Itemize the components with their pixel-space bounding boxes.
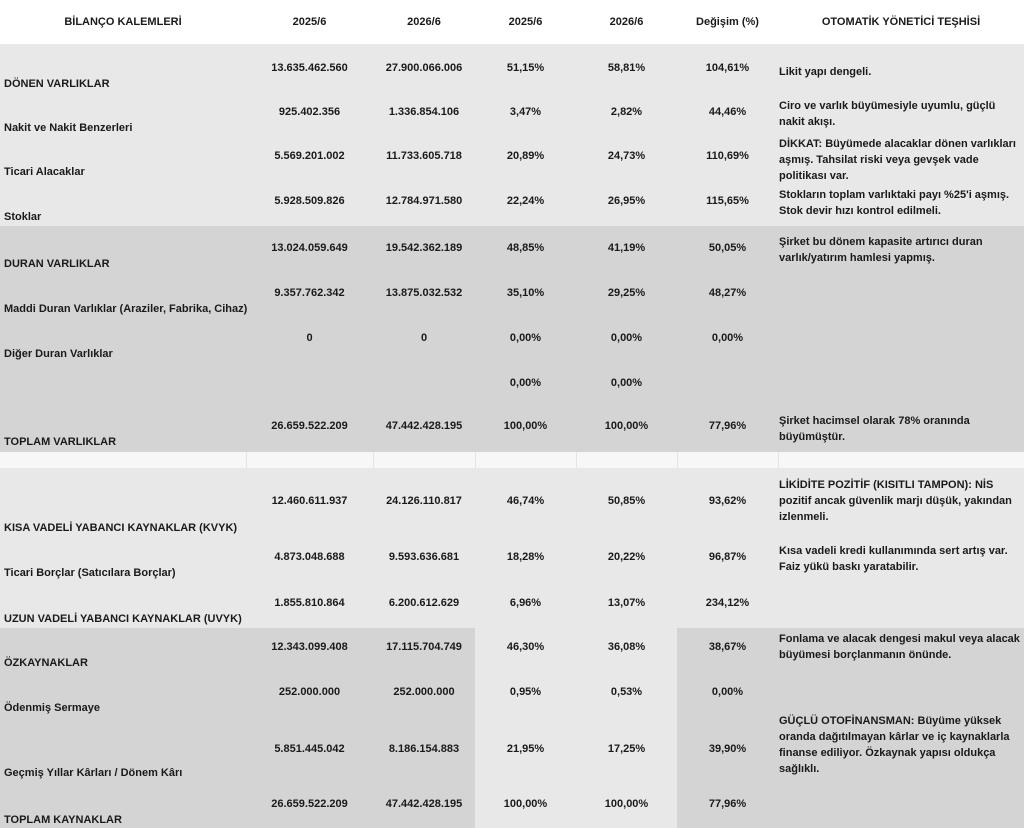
cell-p1: 0,00% [509, 332, 542, 344]
cell-p1: 46,74% [506, 495, 545, 507]
diagnosis-note: LİKİDİTE POZİTİF (KISITLI TAMPON): NİS pozitif ancak güvenlik marjı düşük, yakından izlenmeli. [779, 479, 1012, 523]
cell-p1: 20,89% [506, 150, 545, 162]
cell-y2: 12.784.971.580 [385, 195, 463, 207]
cell-p2: 50,85% [607, 495, 646, 507]
cell-p2: 13,07% [607, 597, 646, 609]
cell-p1: 100,00% [503, 420, 548, 432]
cell-p1: 100,00% [503, 798, 548, 810]
cell-y2: 24.126.110.817 [386, 495, 462, 507]
cell-change: 96,87% [708, 551, 747, 563]
table-row [0, 332, 1024, 376]
diagnosis-note: Şirket hacimsel olarak 78% oranında büyümüştür. [779, 415, 970, 443]
table-row [0, 287, 1024, 331]
diagnosis-note: GÜÇLÜ OTOFİNANSMAN: Büyüme yüksek oranda dağıtılmayan kârlar ve iç kaynaklarla finanse ediliyor. Özkaynak yapısı oldukça sağlıklı. [779, 715, 1010, 775]
separator-gridline [677, 452, 678, 468]
row-label: Stoklar [4, 211, 42, 223]
cell-p2: 100,00% [604, 420, 649, 432]
cell-y1: 9.357.762.342 [274, 287, 345, 299]
cell-y2: 0 [420, 332, 428, 344]
cell-p2: 26,95% [607, 195, 646, 207]
cell-change: 77,96% [708, 798, 747, 810]
row-label: Geçmiş Yıllar Kârları / Dönem Kârı [4, 767, 183, 779]
column-header-2026-percent: 2026/6 [609, 16, 644, 28]
cell-p2: 0,53% [610, 686, 643, 698]
table-row [0, 415, 1024, 450]
table-row [0, 597, 1024, 627]
cell-change: 234,12% [705, 597, 750, 609]
table-row [0, 236, 1024, 286]
row-label: KISA VADELİ YABANCI KAYNAKLAR (KVYK) [4, 522, 238, 534]
column-header-2025-percent: 2025/6 [508, 16, 543, 28]
cell-p1: 0,95% [509, 686, 542, 698]
cell-change: 38,67% [708, 641, 747, 653]
cell-p2: 0,00% [610, 377, 643, 389]
cell-change: 50,05% [708, 242, 747, 254]
cell-p2: 0,00% [610, 332, 643, 344]
table-row [0, 633, 1024, 685]
cell-y1: 12.343.099.408 [271, 641, 348, 653]
diagnosis-note: Şirket bu dönem kapasite artırıcı duran varlık/yatırım hamlesi yapmış. [779, 236, 983, 264]
cell-y1: 1.855.810.864 [274, 597, 345, 609]
cell-change: 110,69% [706, 150, 749, 162]
cell-p2: 17,25% [607, 743, 646, 755]
table-row [0, 545, 1024, 595]
diagnosis-note: Fonlama ve alacak dengesi makul veya alacak büyümesi borçlanmanın önünde. [779, 633, 1020, 661]
column-header-diagnosis: OTOMATİK YÖNETİCİ TEŞHİSİ [821, 16, 981, 28]
cell-change: 115,65% [706, 195, 749, 207]
cell-y1: 5.928.509.826 [274, 195, 345, 207]
row-label: Ödenmiş Sermaye [4, 702, 100, 714]
cell-p1: 46,30% [506, 641, 545, 653]
cell-y2: 47.442.428.195 [385, 798, 463, 810]
separator-gridline [576, 452, 577, 468]
row-label: UZUN VADELİ YABANCI KAYNAKLAR (UVYK) [4, 613, 242, 625]
diagnosis-note: Ciro ve varlık büyümesiyle uyumlu, güçlü nakit akışı. [779, 100, 996, 128]
cell-change: 48,27% [708, 287, 747, 299]
row-label: Ticari Borçlar (Satıcılara Borçlar) [4, 567, 176, 579]
cell-p2: 36,08% [607, 641, 646, 653]
cell-p2: 2,82% [610, 106, 643, 118]
separator-gridline [246, 452, 247, 468]
cell-p1: 48,85% [506, 242, 545, 254]
cell-y1: 252.000.000 [278, 686, 341, 698]
cell-change: 93,62% [708, 495, 747, 507]
cell-p1: 22,24% [506, 195, 545, 207]
diagnosis-note: Likit yapı dengeli. [779, 66, 872, 78]
section-separator [0, 452, 1024, 468]
separator-gridline [778, 452, 779, 468]
cell-change: 0,00% [711, 686, 744, 698]
diagnosis-note: DİKKAT: Büyümede alacaklar dönen varlıkları aşmış. Tahsilat riski veya gevşek vade politikası var. [779, 138, 1016, 182]
cell-y1: 5.569.201.002 [274, 150, 345, 162]
row-label: TOPLAM VARLIKLAR [4, 436, 117, 448]
cell-p2: 29,25% [607, 287, 646, 299]
separator-gridline [475, 452, 476, 468]
row-label: DÖNEN VARLIKLAR [4, 78, 110, 90]
cell-y2: 252.000.000 [393, 686, 455, 698]
cell-y1: 13.024.059.649 [271, 242, 348, 254]
cell-y1: 26.659.522.209 [271, 798, 348, 810]
cell-p2: 20,22% [607, 551, 646, 563]
cell-y2: 27.900.066.006 [385, 62, 463, 74]
cell-y2: 6.200.612.629 [388, 597, 460, 609]
diagnosis-note: Stokların toplam varlıktaki payı %25'i aşmış. Stok devir hızı kontrol edilmeli. [779, 189, 1010, 217]
cell-y2: 13.875.032.532 [385, 287, 463, 299]
column-header-2026-value: 2026/6 [407, 16, 441, 28]
table-row [0, 798, 1024, 828]
cell-y2: 9.593.636.681 [388, 551, 460, 563]
row-label: DURAN VARLIKLAR [4, 258, 110, 270]
column-header-2025-value: 2025/6 [292, 16, 327, 28]
cell-y1: 5.851.445.042 [274, 743, 345, 755]
cell-p1: 51,15% [506, 62, 545, 74]
row-label: Maddi Duran Varlıklar (Araziler, Fabrika, Cihaz) [4, 303, 248, 315]
cell-y1: 13.635.462.560 [271, 62, 348, 74]
table-row [0, 479, 1024, 539]
cell-change: 39,90% [708, 743, 747, 755]
table-row [0, 189, 1024, 225]
table-row [0, 377, 1024, 407]
cell-p2: 58,81% [607, 62, 646, 74]
cell-y2: 1.336.854.106 [388, 106, 460, 118]
separator-gridline [373, 452, 374, 468]
column-header-item: BİLANÇO KALEMLERİ [64, 16, 182, 28]
column-header-change: Değişim (%) [696, 16, 759, 28]
cell-change: 104,61% [705, 62, 750, 74]
cell-y2: 19.542.362.189 [385, 242, 463, 254]
row-label: TOPLAM KAYNAKLAR [4, 814, 122, 826]
cell-p1: 3,47% [509, 106, 542, 118]
cell-y2: 11.733.605.718 [386, 150, 462, 162]
cell-p1: 6,96% [509, 597, 542, 609]
row-label: Ticari Alacaklar [4, 166, 85, 178]
cell-change: 77,96% [708, 420, 747, 432]
cell-p1: 35,10% [506, 287, 545, 299]
cell-p2: 24,73% [607, 150, 646, 162]
cell-y1: 12.460.611.937 [271, 495, 348, 507]
cell-p2: 100,00% [604, 798, 649, 810]
cell-p1: 0,00% [509, 377, 542, 389]
cell-y1: 925.402.356 [278, 106, 341, 118]
row-label: ÖZKAYNAKLAR [4, 657, 88, 669]
table-header [0, 0, 1024, 44]
cell-p1: 21,95% [506, 743, 545, 755]
cell-y2: 47.442.428.195 [385, 420, 463, 432]
cell-y2: 17.115.704.749 [386, 641, 462, 653]
table-row [0, 715, 1024, 787]
diagnosis-note: Kısa vadeli kredi kullanımında sert artış var. Faiz yükü baskı yaratabilir. [779, 545, 1008, 573]
cell-y1: 0 [306, 332, 313, 344]
row-label: Diğer Duran Varlıklar [4, 348, 113, 360]
cell-change: 0,00% [711, 332, 744, 344]
cell-change: 44,46% [708, 106, 747, 118]
cell-p1: 18,28% [506, 551, 545, 563]
row-label: Nakit ve Nakit Benzerleri [4, 122, 133, 134]
cell-p2: 41,19% [607, 242, 646, 254]
cell-y2: 8.186.154.883 [388, 743, 460, 755]
cell-y1: 4.873.048.688 [274, 551, 345, 563]
cell-y1: 26.659.522.209 [271, 420, 348, 432]
